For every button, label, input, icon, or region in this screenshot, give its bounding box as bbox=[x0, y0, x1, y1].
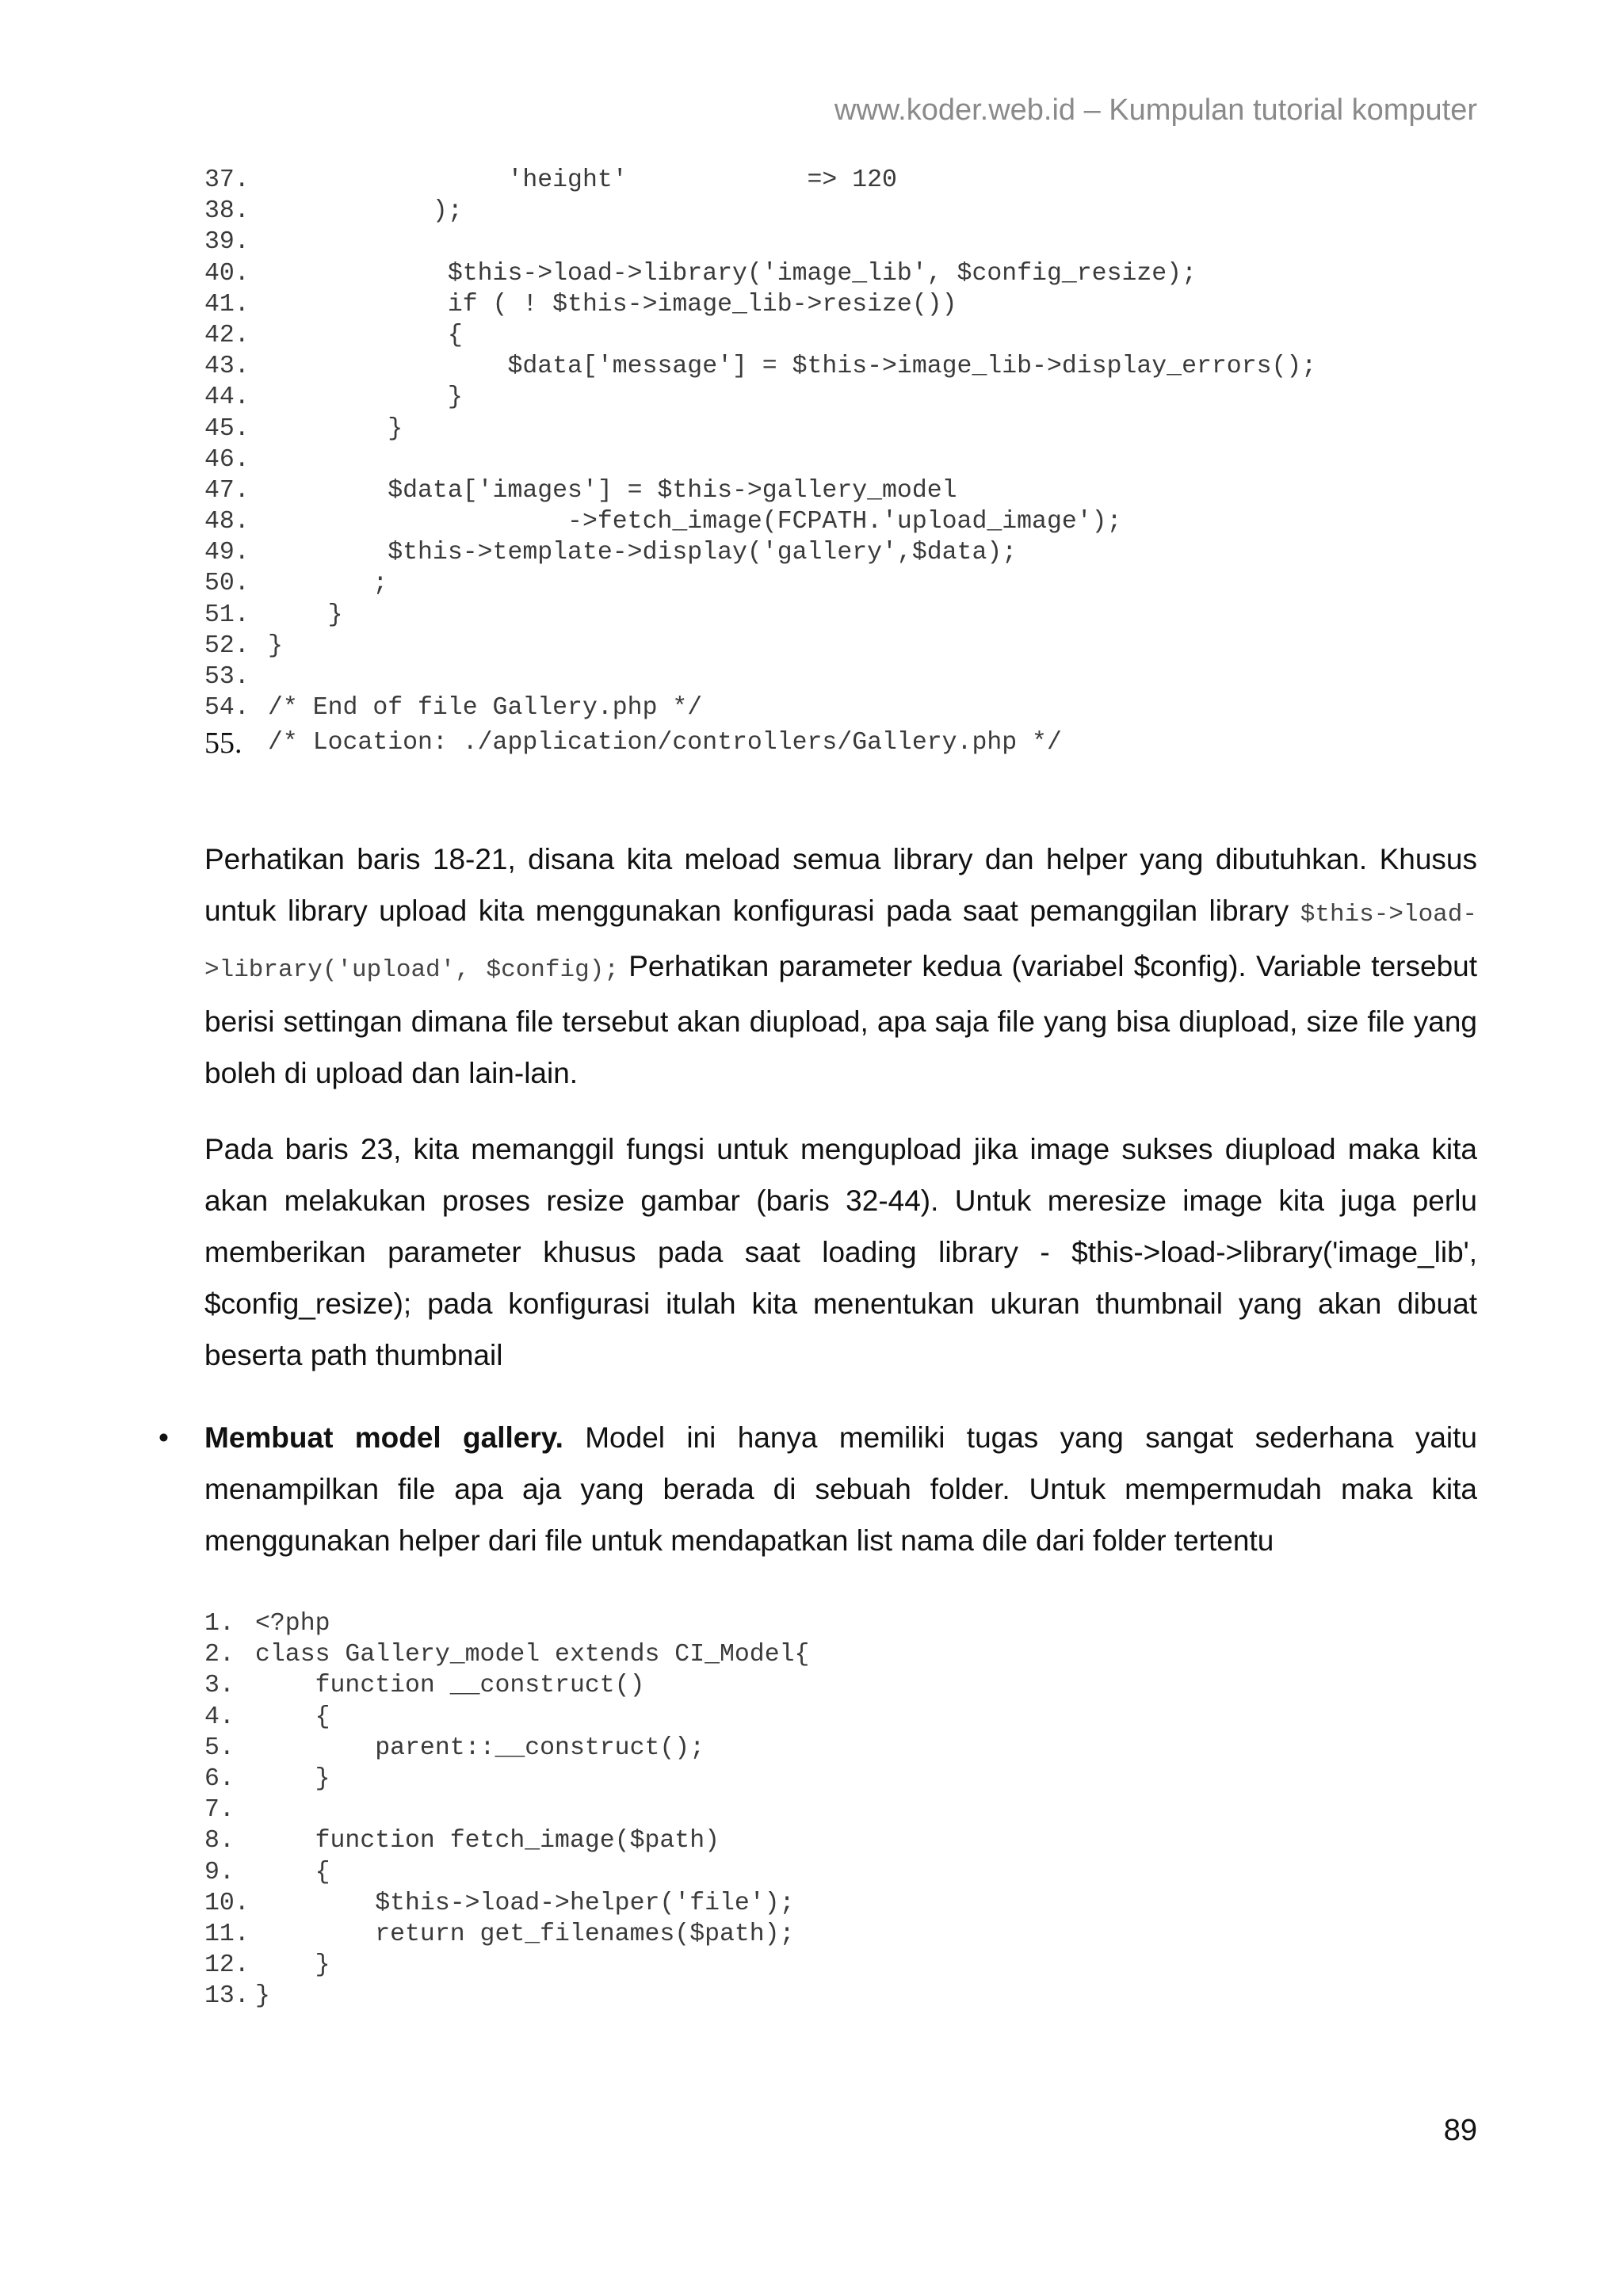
line-number: 50. bbox=[204, 570, 250, 598]
line-number: 47. bbox=[204, 476, 250, 505]
line-number: 54. bbox=[204, 694, 250, 723]
paragraph-resize-explanation bbox=[204, 1123, 1477, 1381]
line-number: 45. bbox=[204, 414, 250, 443]
code-line bbox=[204, 1950, 809, 1981]
line-number: 13. bbox=[204, 1982, 250, 2011]
code-text: ->fetch_image(FCPATH.'upload_image'); bbox=[268, 508, 1122, 536]
code-line bbox=[204, 537, 1316, 568]
code-text: $data['message'] = $this->image_lib->display_errors(); bbox=[268, 353, 1317, 381]
code-text: function __construct() bbox=[255, 1672, 645, 1700]
line-number: 46. bbox=[204, 445, 250, 474]
line-number: 5. bbox=[204, 1733, 235, 1762]
code-line bbox=[204, 382, 1316, 413]
line-number: 40. bbox=[204, 259, 250, 288]
code-text: $this->load->library('image_lib', $config_resize); bbox=[268, 259, 1197, 288]
page-number: 89 bbox=[1443, 2114, 1477, 2147]
inline-code: $this->load->library('upload', $config); bbox=[204, 901, 1477, 984]
paragraph-text-continued: Perhatikan parameter kedua (variabel $config). Variable tersebut berisi settingan dimana file tersebut akan diupload, apa saja file yang bisa diupload, size file yang boleh di upload dan lain-lain. bbox=[204, 950, 1478, 1089]
line-number: 52. bbox=[204, 631, 250, 660]
code-line bbox=[204, 662, 1316, 692]
line-number: 39. bbox=[204, 228, 250, 257]
code-text: ); bbox=[268, 197, 463, 226]
code-line bbox=[204, 568, 1316, 599]
code-text: function fetch_image($path) bbox=[255, 1827, 720, 1855]
code-text: /* End of file Gallery.php */ bbox=[268, 694, 703, 723]
code-line bbox=[204, 692, 1316, 723]
line-number: 7. bbox=[204, 1796, 235, 1825]
code-text: } bbox=[255, 1764, 330, 1793]
code-line bbox=[204, 600, 1316, 631]
line-number: 43. bbox=[204, 353, 250, 381]
code-line bbox=[204, 1825, 809, 1856]
code-text: } bbox=[268, 631, 283, 660]
code-text: { bbox=[255, 1858, 330, 1886]
code-line bbox=[204, 1981, 809, 2012]
bullet-icon: • bbox=[158, 1421, 169, 1454]
code-line bbox=[204, 320, 1316, 351]
bullet-item-model-gallery bbox=[204, 1412, 1477, 1566]
code-text: if ( ! $this->image_lib->resize()) bbox=[268, 290, 957, 318]
code-line bbox=[204, 506, 1316, 537]
line-number: 1. bbox=[204, 1610, 235, 1638]
line-number: 44. bbox=[204, 383, 250, 412]
line-number: 53. bbox=[204, 663, 250, 691]
bullet-heading: Membuat model gallery. bbox=[204, 1421, 563, 1454]
code-line bbox=[204, 196, 1316, 227]
code-line bbox=[204, 414, 1316, 444]
code-text: ; bbox=[268, 570, 388, 598]
code-text: class Gallery_model extends CI_Model{ bbox=[255, 1641, 810, 1669]
line-number: 4. bbox=[204, 1703, 235, 1731]
code-text: } bbox=[255, 1951, 330, 1980]
code-line bbox=[204, 1639, 809, 1670]
code-line bbox=[204, 1919, 809, 1950]
code-line bbox=[204, 631, 1316, 662]
code-text: } bbox=[255, 1982, 270, 2011]
line-number: 3. bbox=[204, 1672, 235, 1700]
code-text: } bbox=[268, 601, 343, 629]
line-number: 6. bbox=[204, 1764, 235, 1793]
paragraph-text: Pada baris 23, kita memanggil fungsi untuk mengupload jika image sukses diupload maka kita akan melakukan proses resize gambar (baris 32-44). Untuk meresize image kita juga perlu memberikan parameter khusus pada saat loading library - $this->load->library('image_lib', $config_resize); pada konfigurasi itulah kita menentukan ukuran thumbnail yang akan dibuat beserta path thumbnail bbox=[204, 1133, 1477, 1371]
line-number: 11. bbox=[204, 1920, 250, 1948]
code-line bbox=[204, 444, 1316, 475]
code-line bbox=[204, 1888, 809, 1919]
code-text: $this->load->helper('file'); bbox=[255, 1889, 795, 1917]
line-number: 9. bbox=[204, 1858, 235, 1886]
bullet-text: Model ini hanya memiliki tugas yang sangat sederhana yaitu menampilkan file apa aja yang berada di sebuah folder. Untuk mempermudah maka kita menggunakan helper dari file untuk mendapatkan list nama dile dari folder tertentu bbox=[204, 1421, 1478, 1557]
code-text: } bbox=[268, 414, 403, 443]
line-number: 37. bbox=[204, 166, 250, 194]
code-line bbox=[204, 475, 1316, 506]
code-text: { bbox=[255, 1703, 330, 1731]
code-line bbox=[204, 723, 1316, 763]
line-number: 12. bbox=[204, 1951, 250, 1980]
code-listing-controller bbox=[204, 165, 1316, 763]
code-line bbox=[204, 1608, 809, 1639]
code-line bbox=[204, 1702, 809, 1733]
line-number: 2. bbox=[204, 1641, 235, 1669]
code-line bbox=[204, 1733, 809, 1764]
line-number: 8. bbox=[204, 1827, 235, 1855]
line-number: 55. bbox=[204, 727, 242, 761]
code-text: $this->template->display('gallery',$data); bbox=[268, 539, 1018, 567]
line-number: 38. bbox=[204, 197, 250, 226]
code-text: return get_filenames($path); bbox=[255, 1920, 795, 1948]
code-line bbox=[204, 1857, 809, 1888]
code-text: parent::__construct(); bbox=[255, 1733, 705, 1762]
line-number: 42. bbox=[204, 321, 250, 349]
line-number: 51. bbox=[204, 601, 250, 629]
code-line bbox=[204, 165, 1316, 196]
code-line bbox=[204, 1794, 809, 1825]
code-text: <?php bbox=[255, 1610, 330, 1638]
line-number: 41. bbox=[204, 290, 250, 318]
code-text: { bbox=[268, 321, 463, 349]
code-text: /* Location: ./application/controllers/Gallery.php */ bbox=[268, 729, 1062, 757]
code-line bbox=[204, 227, 1316, 257]
code-text: } bbox=[268, 383, 463, 412]
code-line bbox=[204, 1670, 809, 1701]
code-line bbox=[204, 289, 1316, 320]
line-number: 10. bbox=[204, 1889, 250, 1917]
page-header: www.koder.web.id – Kumpulan tutorial komputer bbox=[834, 93, 1477, 127]
line-number: 48. bbox=[204, 508, 250, 536]
code-text: $data['images'] = $this->gallery_model bbox=[268, 476, 957, 505]
code-listing-model bbox=[204, 1608, 809, 2012]
code-text: 'height' => 120 bbox=[268, 166, 897, 194]
paragraph-text: Perhatikan baris 18-21, disana kita meload semua library dan helper yang dibutuhkan. Khusus untuk library upload kita menggunakan konfigurasi pada saat pemanggilan library bbox=[204, 843, 1477, 927]
code-line bbox=[204, 351, 1316, 382]
code-line bbox=[204, 1764, 809, 1794]
code-line bbox=[204, 258, 1316, 289]
line-number: 49. bbox=[204, 539, 250, 567]
paragraph-library-explanation bbox=[204, 833, 1477, 1099]
